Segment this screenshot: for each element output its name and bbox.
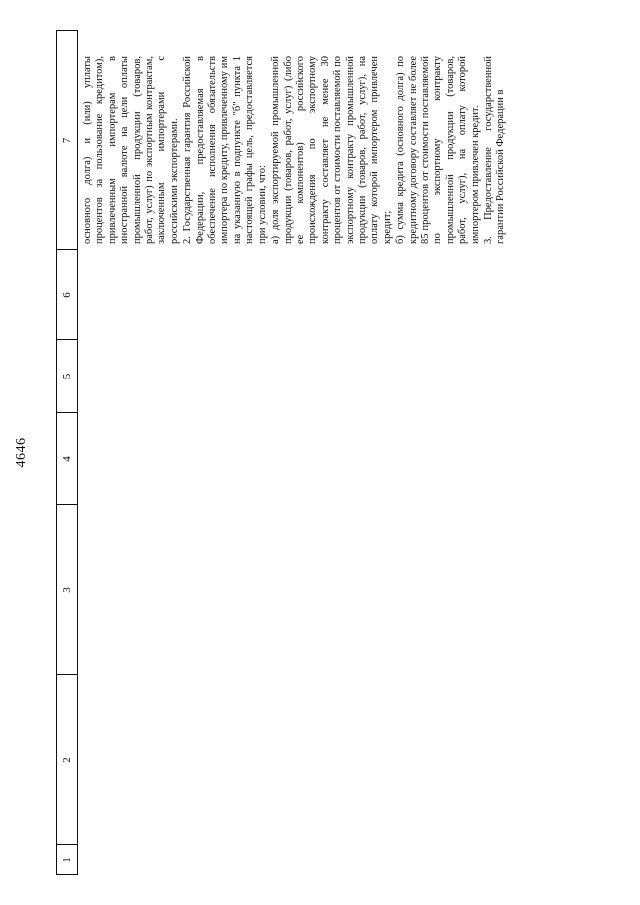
header-col-1: 1 (61, 857, 73, 863)
paragraph: 2. Государственная гарантия Российской Федерации, предоставляемая в обеспечение исполнения обязательств импортера по кредиту, привлеченному им на указанную в подпункте "б" пункта 1 настоящей графы цель, предоставляется при условии, что: (182, 56, 268, 244)
column-7-content (82, 56, 509, 244)
header-col-2: 2 (61, 757, 73, 763)
header-col-7: 7 (61, 137, 73, 144)
paragraph: 3. Предоставление государственной гарантии Российской Федерации в (483, 56, 507, 244)
header-col-3: 3 (61, 587, 73, 593)
paragraph: б) сумма кредита (основного долга) по кредитному договору составляет не более 85 процентов от стоимости поставляемой по экспортному контракту промышленной продукции (товаров, работ, услуг), на оплату которой импортером привлечен кредит. (395, 56, 481, 244)
table (56, 30, 640, 875)
header-col-6: 6 (61, 292, 73, 298)
header-col-4: 4 (61, 456, 73, 462)
table-header-row (56, 30, 78, 875)
paragraph: основного долга) и (или) уплаты процентов за пользование кредитом), привлеченным импортерам в иностранной валюте на цели оплаты промышленной продукции (товаров, работ, услуг) по экспортным контрактам, заключенным импортерами с российскими экспортерами. (82, 56, 180, 244)
paragraph: а) доля экспортируемой промышленной продукции (товаров, работ, услуг) (либо ее компонентов) российского происхождения по экспортному контракту составляет не менее 30 процентов от стоимости поставляемой по экспортному контракту промышленной продукции (товаров, работ, услуг), на оплату которой импортером привлечен кредит; (270, 56, 393, 244)
page-number: 4646 (14, 437, 29, 468)
header-col-5: 5 (61, 373, 73, 380)
